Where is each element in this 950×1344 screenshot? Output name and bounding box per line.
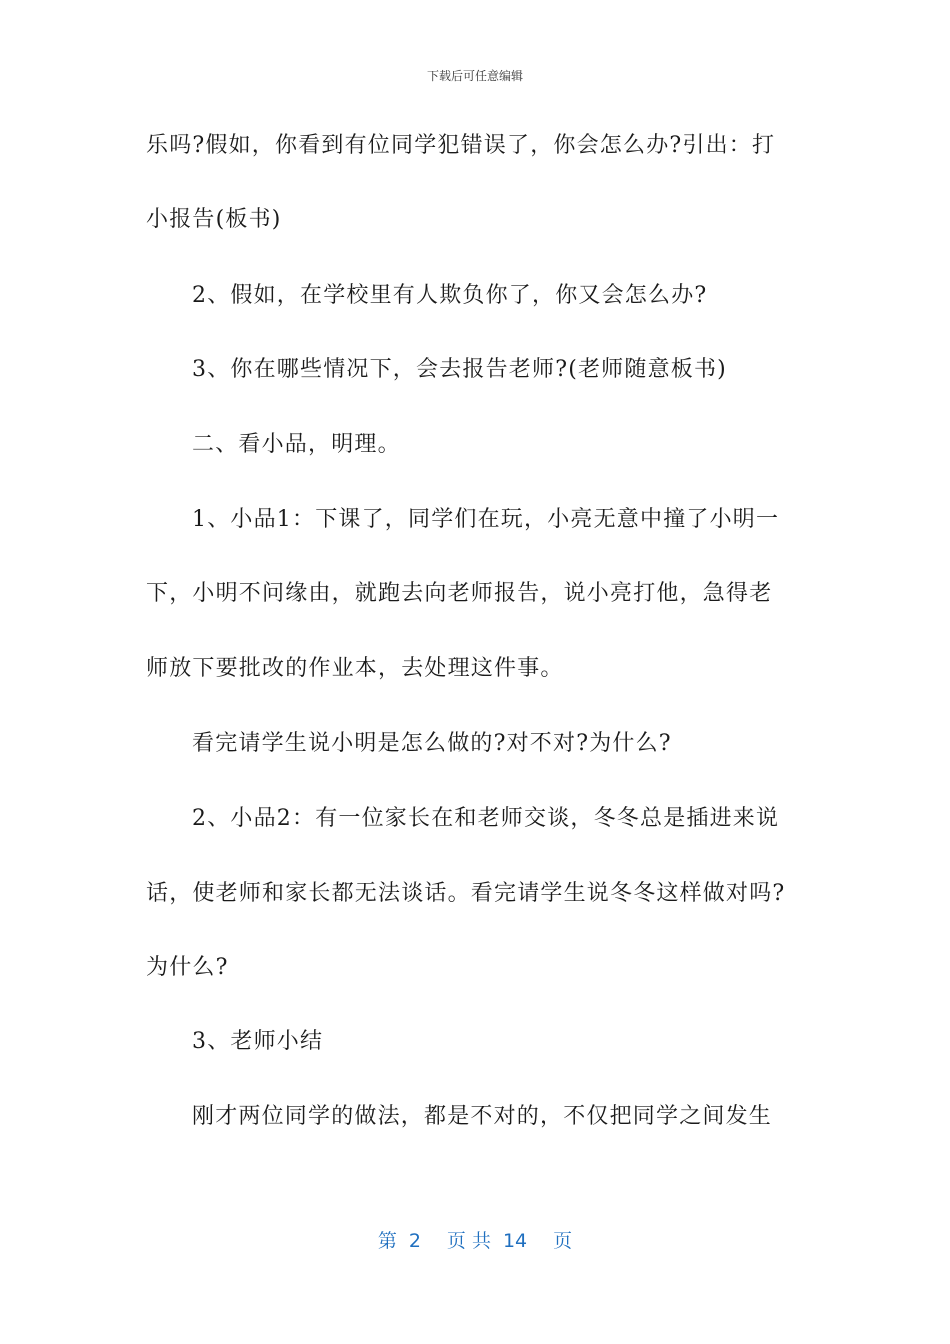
page-header-note: 下载后可任意编辑 [426, 69, 523, 83]
paragraph-line: 3、老师小结 [192, 1029, 324, 1054]
page-label-mid: 页 共 [446, 1230, 491, 1252]
paragraph-line: 2、假如，在学校里有人欺负你了，你又会怎么办? [192, 283, 708, 308]
paragraph-line: 小报告(板书) [146, 207, 282, 232]
paragraph-line: 为什么? [146, 955, 229, 980]
paragraph-line: 刚才两位同学的做法，都是不对的，不仅把同学之间发生 [192, 1104, 773, 1129]
paragraph-line: 2、小品2：有一位家长在和老师交谈，冬冬总是插进来说 [192, 806, 780, 831]
paragraph-line: 1、小品1：下课了，同学们在玩，小亮无意中撞了小明一 [192, 507, 780, 532]
total-pages-number: 14 [502, 1230, 528, 1252]
paragraph-line: 下，小明不问缘由，就跑去向老师报告，说小亮打他，急得老 [146, 581, 773, 606]
section-heading: 二、看小品，明理。 [192, 432, 401, 457]
paragraph-line: 3、你在哪些情况下，会去报告老师?(老师随意板书) [192, 357, 727, 382]
paragraph-line: 乐吗?假如，你看到有位同学犯错误了，你会怎么办?引出：打 [146, 133, 776, 158]
page-label-prefix: 第 [377, 1230, 397, 1252]
current-page-number: 2 [408, 1230, 421, 1252]
paragraph-line: 看完请学生说小明是怎么做的?对不对?为什么? [192, 731, 672, 756]
paragraph-line: 师放下要批改的作业本，去处理这件事。 [146, 656, 564, 681]
paragraph-line: 话，使老师和家长都无法谈话。看完请学生说冬冬这样做对吗? [146, 881, 786, 906]
page-label-suffix: 页 [553, 1230, 573, 1252]
page-number-footer [0, 1226, 950, 1253]
